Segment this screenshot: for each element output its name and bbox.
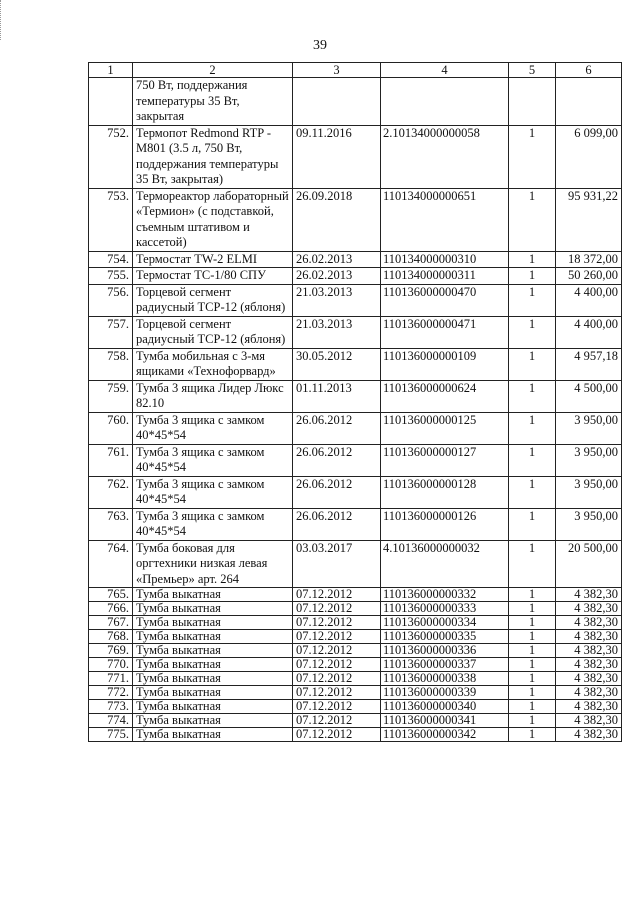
inventory-number: 110136000000470 [381,284,509,316]
item-name: Тумба 3 ящика Лидер Люкс 82.10 [133,380,293,412]
cost: 4 382,30 [556,700,622,714]
row-number: 757. [89,316,133,348]
table-row [89,284,622,316]
cost: 4 382,30 [556,630,622,644]
quantity: 1 [509,728,556,742]
acquisition-date: 07.12.2012 [293,602,381,616]
row-number: 761. [89,444,133,476]
cost: 3 950,00 [556,412,622,444]
table-row [89,644,622,658]
column-header: 3 [293,63,381,78]
row-number: 765. [89,588,133,602]
quantity: 1 [509,348,556,380]
row-number: 752. [89,125,133,188]
item-name: Тумба выкатная [133,700,293,714]
item-name: Тумба 3 ящика с замком 40*45*54 [133,508,293,540]
column-header: 4 [381,63,509,78]
table-row [89,125,622,188]
quantity: 1 [509,125,556,188]
acquisition-date: 01.11.2013 [293,380,381,412]
inventory-number: 110136000000128 [381,476,509,508]
quantity: 1 [509,508,556,540]
row-number: 763. [89,508,133,540]
acquisition-date: 07.12.2012 [293,672,381,686]
item-name: Торцевой сегмент радиусный ТСР-12 (яблоня) [133,284,293,316]
cost: 50 260,00 [556,268,622,285]
table-row [89,540,622,588]
quantity: 1 [509,686,556,700]
table-row [89,412,622,444]
quantity: 1 [509,476,556,508]
inventory-number: 110136000000127 [381,444,509,476]
item-name: Торцевой сегмент радиусный ТСР-12 (яблоня) [133,316,293,348]
inventory-number: 110136000000336 [381,644,509,658]
item-name: Тумба 3 ящика с замком 40*45*54 [133,412,293,444]
cost: 95 931,22 [556,188,622,251]
item-name: Тумба выкатная [133,658,293,672]
row-number: 760. [89,412,133,444]
acquisition-date: 09.11.2016 [293,125,381,188]
table-row [89,508,622,540]
acquisition-date: 07.12.2012 [293,728,381,742]
inventory-number: 110136000000342 [381,728,509,742]
quantity: 1 [509,188,556,251]
table-row [89,268,622,285]
quantity: 1 [509,316,556,348]
quantity: 1 [509,630,556,644]
inventory-number: 110136000000624 [381,380,509,412]
inventory-number [381,78,509,126]
quantity: 1 [509,251,556,268]
acquisition-date: 21.03.2013 [293,316,381,348]
quantity: 1 [509,444,556,476]
inventory-number: 110136000000471 [381,316,509,348]
acquisition-date: 07.12.2012 [293,630,381,644]
item-name: Тумба выкатная [133,728,293,742]
cost: 4 382,30 [556,602,622,616]
quantity: 1 [509,644,556,658]
acquisition-date: 07.12.2012 [293,700,381,714]
table-row [89,672,622,686]
cost: 4 382,30 [556,686,622,700]
quantity: 1 [509,588,556,602]
row-number: 772. [89,686,133,700]
row-number: 766. [89,602,133,616]
acquisition-date: 26.06.2012 [293,412,381,444]
item-name: Термостат ТС-1/80 СПУ [133,268,293,285]
row-number: 756. [89,284,133,316]
table-row [89,658,622,672]
item-name: Термореактор лабораторный «Термион» (с подставкой, съемным штативом и кассетой) [133,188,293,251]
cost [556,78,622,126]
acquisition-date [293,78,381,126]
quantity [509,78,556,126]
row-number: 758. [89,348,133,380]
row-number: 773. [89,700,133,714]
binding-mark [0,0,3,40]
inventory-number: 110136000000341 [381,714,509,728]
inventory-number: 110134000000311 [381,268,509,285]
row-number: 769. [89,644,133,658]
item-name: Тумба мобильная с 3-мя ящиками «Технофорвард» [133,348,293,380]
row-number: 753. [89,188,133,251]
inventory-number: 110136000000109 [381,348,509,380]
inventory-number: 110136000000334 [381,616,509,630]
quantity: 1 [509,658,556,672]
quantity: 1 [509,540,556,588]
item-name: Тумба выкатная [133,686,293,700]
column-header: 1 [89,63,133,78]
row-number: 764. [89,540,133,588]
acquisition-date: 26.09.2018 [293,188,381,251]
column-header: 5 [509,63,556,78]
cost: 3 950,00 [556,508,622,540]
quantity: 1 [509,700,556,714]
item-name: Тумба выкатная [133,672,293,686]
quantity: 1 [509,616,556,630]
inventory-number: 110134000000651 [381,188,509,251]
row-number: 770. [89,658,133,672]
quantity: 1 [509,714,556,728]
inventory-number: 4.10136000000032 [381,540,509,588]
table-row [89,630,622,644]
acquisition-date: 07.12.2012 [293,588,381,602]
acquisition-date: 07.12.2012 [293,644,381,658]
cost: 4 400,00 [556,284,622,316]
table-row [89,728,622,742]
acquisition-date: 07.12.2012 [293,686,381,700]
table-row [89,714,622,728]
inventory-number: 110136000000335 [381,630,509,644]
acquisition-date: 30.05.2012 [293,348,381,380]
table-row [89,476,622,508]
table-row [89,588,622,602]
cost: 18 372,00 [556,251,622,268]
cost: 4 382,30 [556,672,622,686]
item-name: Тумба выкатная [133,616,293,630]
item-name: Термопот Redmond RTP -M801 (3.5 л, 750 Вт, поддержания температуры 35 Вт, закрытая) [133,125,293,188]
column-header: 6 [556,63,622,78]
item-name: Тумба выкатная [133,588,293,602]
inventory-number: 110136000000339 [381,686,509,700]
row-number: 762. [89,476,133,508]
table-row [89,380,622,412]
table-row [89,686,622,700]
item-name: Тумба выкатная [133,602,293,616]
table-header-row [89,63,622,78]
item-name: Тумба 3 ящика с замком 40*45*54 [133,476,293,508]
item-name: Термостат TW-2 ELMI [133,251,293,268]
quantity: 1 [509,268,556,285]
cost: 20 500,00 [556,540,622,588]
row-number: 768. [89,630,133,644]
cost: 3 950,00 [556,444,622,476]
acquisition-date: 26.02.2013 [293,251,381,268]
row-number: 774. [89,714,133,728]
acquisition-date: 07.12.2012 [293,714,381,728]
cost: 4 957,18 [556,348,622,380]
cost: 4 382,30 [556,644,622,658]
table-row [89,251,622,268]
cost: 4 382,30 [556,588,622,602]
inventory-number: 110134000000310 [381,251,509,268]
acquisition-date: 26.06.2012 [293,476,381,508]
quantity: 1 [509,672,556,686]
table-row [89,616,622,630]
acquisition-date: 26.02.2013 [293,268,381,285]
quantity: 1 [509,380,556,412]
row-number: 771. [89,672,133,686]
acquisition-date: 21.03.2013 [293,284,381,316]
quantity: 1 [509,412,556,444]
cost: 4 382,30 [556,728,622,742]
cost: 4 382,30 [556,616,622,630]
inventory-number: 110136000000332 [381,588,509,602]
row-number [89,78,133,126]
item-name: Тумба боковая для оргтехники низкая левая «Премьер» арт. 264 [133,540,293,588]
quantity: 1 [509,284,556,316]
inventory-number: 110136000000125 [381,412,509,444]
acquisition-date: 07.12.2012 [293,616,381,630]
inventory-number: 110136000000340 [381,700,509,714]
row-number: 754. [89,251,133,268]
inventory-number: 110136000000333 [381,602,509,616]
item-name: Тумба 3 ящика с замком 40*45*54 [133,444,293,476]
quantity: 1 [509,602,556,616]
table-row [89,316,622,348]
row-number: 759. [89,380,133,412]
table-row [89,444,622,476]
inventory-table [88,62,622,742]
item-name: Тумба выкатная [133,644,293,658]
row-number: 775. [89,728,133,742]
row-number: 767. [89,616,133,630]
column-header: 2 [133,63,293,78]
inventory-number: 2.10134000000058 [381,125,509,188]
cost: 4 400,00 [556,316,622,348]
inventory-number: 110136000000337 [381,658,509,672]
inventory-number: 110136000000126 [381,508,509,540]
inventory-number: 110136000000338 [381,672,509,686]
cost: 4 382,30 [556,658,622,672]
item-name: 750 Вт, поддержания температуры 35 Вт, закрытая [133,78,293,126]
cost: 3 950,00 [556,476,622,508]
acquisition-date: 07.12.2012 [293,658,381,672]
cost: 4 500,00 [556,380,622,412]
table-row [89,700,622,714]
table-row [89,188,622,251]
acquisition-date: 03.03.2017 [293,540,381,588]
cost: 6 099,00 [556,125,622,188]
table-row [89,348,622,380]
acquisition-date: 26.06.2012 [293,444,381,476]
item-name: Тумба выкатная [133,630,293,644]
item-name: Тумба выкатная [133,714,293,728]
table-row [89,78,622,126]
acquisition-date: 26.06.2012 [293,508,381,540]
page-number: 39 [313,38,327,53]
cost: 4 382,30 [556,714,622,728]
table-row [89,602,622,616]
row-number: 755. [89,268,133,285]
